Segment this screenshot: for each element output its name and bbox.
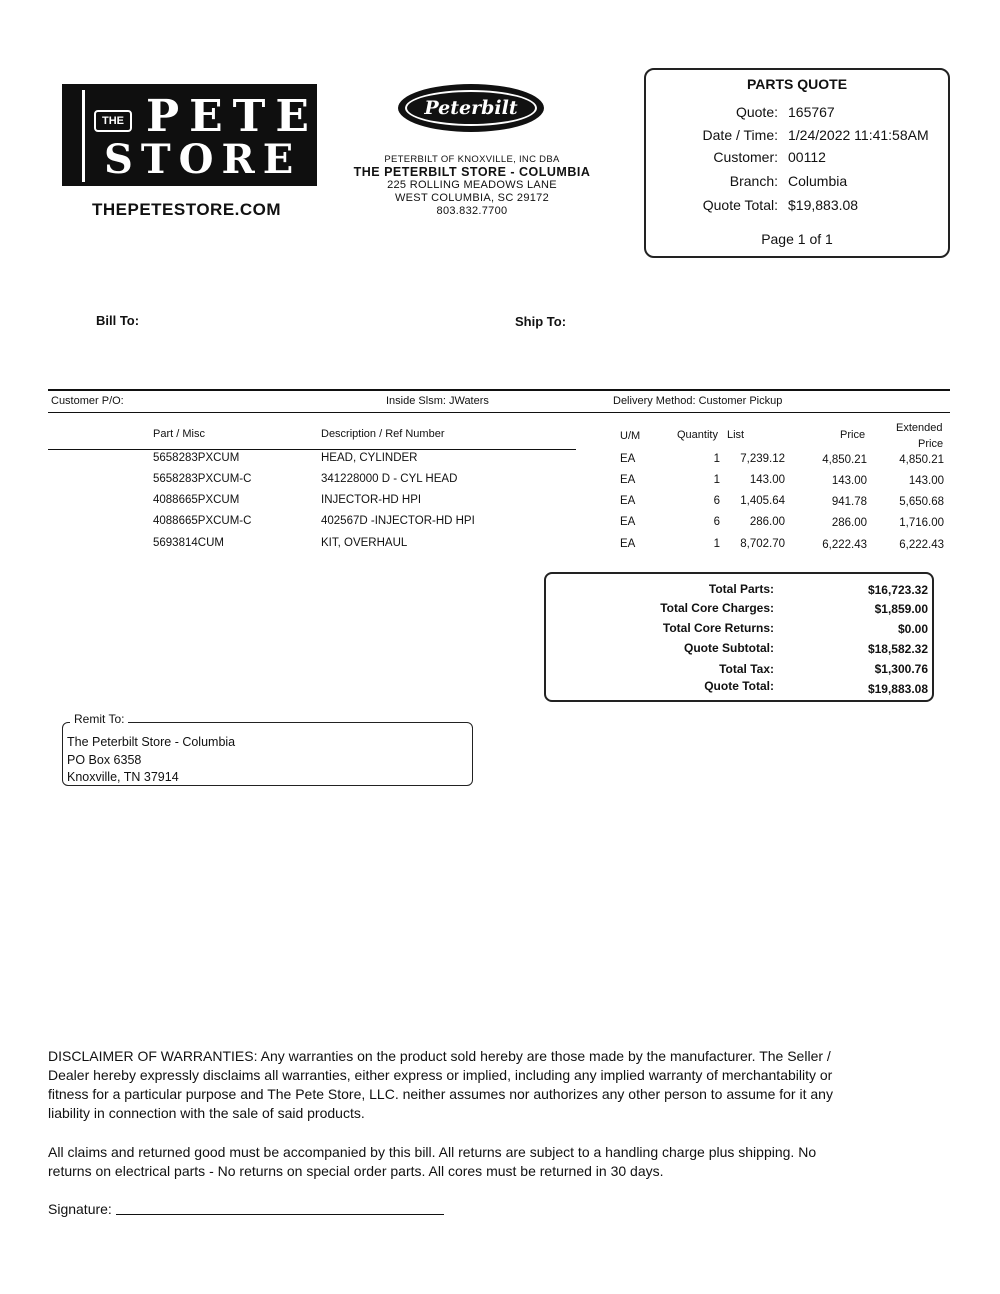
row-1-part: 5658283PXCUM [153,452,240,464]
total-parts-label: Total Parts: [708,582,774,596]
dealer-address-block [330,153,614,218]
col-header-description: Description / Ref Number [321,428,445,440]
table-header-rule [48,449,576,450]
order-info-bottom-rule [48,412,950,413]
row-5-extended: 6,222.43 [899,539,944,551]
bill-to-label: Bill To: [96,313,140,328]
col-header-part: Part / Misc [153,428,205,440]
row-5-qty: 1 [713,538,720,550]
dealer-address-line1: 225 ROLLING MEADOWS LANE [387,179,557,191]
warranty-disclaimer: DISCLAIMER OF WARRANTIES: Any warranties on the product sold hereby are those made by the manufacturer. The Seller / Dealer hereby expressly disclaims all warranties, either express or implied, including any implied warranty of merchantability or fitness for a particular purpose and The Pete Store, LLC. neither assumes nor authorizes any other person to assume for it any liability in connection with the sale of said products. [48,1048,833,1121]
row-1-extended: 4,850.21 [899,454,944,466]
row-5-list: 8,702.70 [740,538,785,550]
row-3-part: 4088665PXCUM [153,494,240,506]
quote-subtotal-value: $18,582.32 [867,642,928,656]
row-5-part: 5693814CUM [153,537,224,549]
row-1-qty: 1 [713,453,720,465]
quote-total-value: $19,883.08 [867,682,928,696]
row-2-qty: 1 [713,474,720,486]
remit-to-label: Remit To: [70,712,128,726]
total-core-returns-value: $0.00 [897,622,928,636]
remit-line-1: The Peterbilt Store - Columbia [67,735,236,749]
peterbilt-logo [398,84,544,132]
row-2-price: 143.00 [831,475,867,487]
row-3-description: INJECTOR-HD HPI [321,494,422,506]
dealer-address-line2: WEST COLUMBIA, SC 29172 [394,192,550,204]
col-header-quantity: Quantity [677,429,718,441]
remit-to-box [62,722,473,786]
row-5-um: EA [620,538,636,550]
quote-total-label: Quote Total: [704,679,774,693]
row-4-qty: 6 [713,516,720,528]
quote-summary-box [644,68,950,258]
inside-salesman: Inside Slsm: JWaters [386,395,489,407]
row-1-description: HEAD, CYLINDER [321,452,418,464]
row-1-list: 7,239.12 [740,453,785,465]
row-2-list: 143.00 [749,474,785,486]
parts-table-body [0,452,1000,564]
dealer-phone: 803.832.7700 [436,205,508,217]
col-header-price: Price [840,429,866,441]
total-core-charges-value: $1,859.00 [874,602,928,616]
peterbilt-logo-text: Peterbilt [405,90,537,126]
total-core-charges-label: Total Core Charges: [660,601,774,615]
row-1-price: 4,850.21 [822,454,867,466]
dealer-dba: PETERBILT OF KNOXVILLE, INC DBA [384,154,560,165]
row-1-um: EA [620,453,636,465]
dealer-name: THE PETERBILT STORE - COLUMBIA [353,165,591,179]
total-parts-value: $16,723.32 [867,583,928,597]
logo-pete-text: PETE [146,91,319,142]
logo-store-text: STORE [104,136,302,183]
page-indicator: Page 1 of 1 [761,231,833,247]
row-5-price: 6,222.43 [822,539,867,551]
quote-customer-value: 00112 [788,149,826,165]
total-tax-value: $1,300.76 [874,662,928,676]
row-3-price: 941.78 [831,496,867,508]
total-tax-label: Total Tax: [719,662,774,676]
website-text: THEPETESTORE.COM [92,200,282,219]
row-4-part: 4088665PXCUM-C [153,515,252,527]
row-4-um: EA [620,516,636,528]
row-3-extended: 5,650.68 [899,496,944,508]
quote-subtotal-label: Quote Subtotal: [684,641,774,655]
remit-line-2: PO Box 6358 [67,753,142,767]
quote-number-label: Quote: [735,104,778,120]
row-5-description: KIT, OVERHAUL [321,537,408,549]
quote-branch-label: Branch: [729,173,778,189]
quote-datetime-value: 1/24/2022 11:41:58AM [788,127,929,143]
row-2-um: EA [620,474,636,486]
quote-box-title: PARTS QUOTE [746,76,848,92]
quote-total-label: Quote Total: [702,197,778,213]
total-core-returns-label: Total Core Returns: [662,621,774,635]
row-2-extended: 143.00 [908,475,944,487]
order-info-top-rule [48,389,950,391]
row-3-list: 1,405.64 [740,495,785,507]
col-header-extended-price: Price [918,438,944,450]
logo-the-badge: THE [94,110,132,132]
row-4-description: 402567D -INJECTOR-HD HPI [321,515,475,527]
signature-label: Signature: [48,1201,112,1217]
quote-branch-value: Columbia [788,173,848,189]
row-3-um: EA [620,495,636,507]
pete-store-logo [62,84,317,186]
row-4-list: 286.00 [749,516,785,528]
delivery-method: Delivery Method: Customer Pickup [613,395,783,407]
col-header-list: List [727,429,745,441]
quote-number-value: 165767 [788,104,835,120]
quote-customer-label: Customer: [713,149,778,165]
quote-datetime-label: Date / Time: [702,127,778,143]
ship-to-label: Ship To: [515,314,567,329]
row-4-extended: 1,716.00 [899,517,944,529]
customer-po-label: Customer P/O: [51,395,124,407]
col-header-um: U/M [620,430,641,442]
row-4-price: 286.00 [831,517,867,529]
row-2-description: 341228000 D - CYL HEAD [321,473,458,485]
quote-total-value: $19,883.08 [788,197,859,213]
row-2-part: 5658283PXCUM-C [153,473,252,485]
remit-line-3: Knoxville, TN 37914 [67,770,179,784]
row-3-qty: 6 [713,495,720,507]
returns-policy: All claims and returned good must be accompanied by this bill. All returns are subject to a handling charge plus shipping. No returns on electrical parts - No returns on special order parts. All cores must be returned in 30 days. [48,1144,817,1179]
totals-box [544,572,934,702]
col-header-extended: Extended [896,422,943,434]
signature-line[interactable] [116,1214,444,1215]
